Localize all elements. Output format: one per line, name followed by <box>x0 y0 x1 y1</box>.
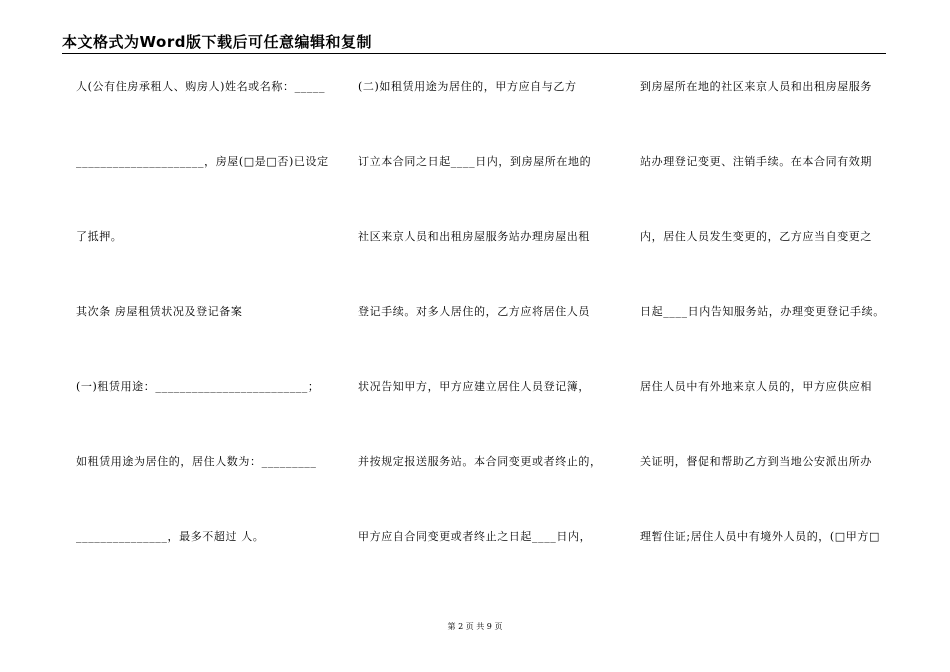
text-line: _____________________，房屋(□是□否)已设定 <box>76 155 329 168</box>
text-line: (一)租赁用途：_________________________； <box>76 380 320 393</box>
text-line: 社区来京人员和出租房屋服务站办理房屋出租 <box>358 230 590 243</box>
text-line: 日起____日内告知服务站，办理变更登记手续。 <box>640 305 885 318</box>
text-line: _______________，最多不超过 人。 <box>76 530 265 543</box>
text-line: 订立本合同之日起____日内，到房屋所在地的 <box>358 155 592 168</box>
page-header-title: 本文格式为Word版下载后可任意编辑和复制 <box>62 33 372 51</box>
text-line: 甲方应自合同变更或者终止之日起____日内， <box>358 530 592 543</box>
text-line: 如租赁用途为居住的，居住人数为：_________ <box>76 455 317 468</box>
text-line: 居住人员中有外地来京人员的，甲方应供应相 <box>640 380 872 393</box>
text-line: 站办理登记变更、注销手续。在本合同有效期 <box>640 155 872 168</box>
header-divider <box>62 53 886 54</box>
page-number: 第 2 页 共 9 页 <box>447 622 503 631</box>
text-line: (二)如租赁用途为居住的，甲方应自与乙方 <box>358 80 577 93</box>
text-line: 其次条 房屋租赁状况及登记备案 <box>76 305 243 318</box>
text-line: 人(公有住房承租人、购房人)姓名或名称：_____ <box>76 80 326 93</box>
text-line: 并按规定报送服务站。本合同变更或者终止的， <box>358 455 602 468</box>
text-line: 了抵押。 <box>76 230 123 243</box>
text-line: 状况告知甲方，甲方应建立居住人员登记簿， <box>358 380 590 393</box>
text-line: 理暂住证;居住人员中有境外人员的，(□甲方□ <box>640 530 880 543</box>
text-line: 登记手续。对多人居住的，乙方应将居住人员 <box>358 305 590 318</box>
text-line: 到房屋所在地的社区来京人员和出租房屋服务 <box>640 80 872 93</box>
text-line: 内，居住人员发生变更的，乙方应当自变更之 <box>640 230 872 243</box>
text-line: 关证明，督促和帮助乙方到当地公安派出所办 <box>640 455 872 468</box>
